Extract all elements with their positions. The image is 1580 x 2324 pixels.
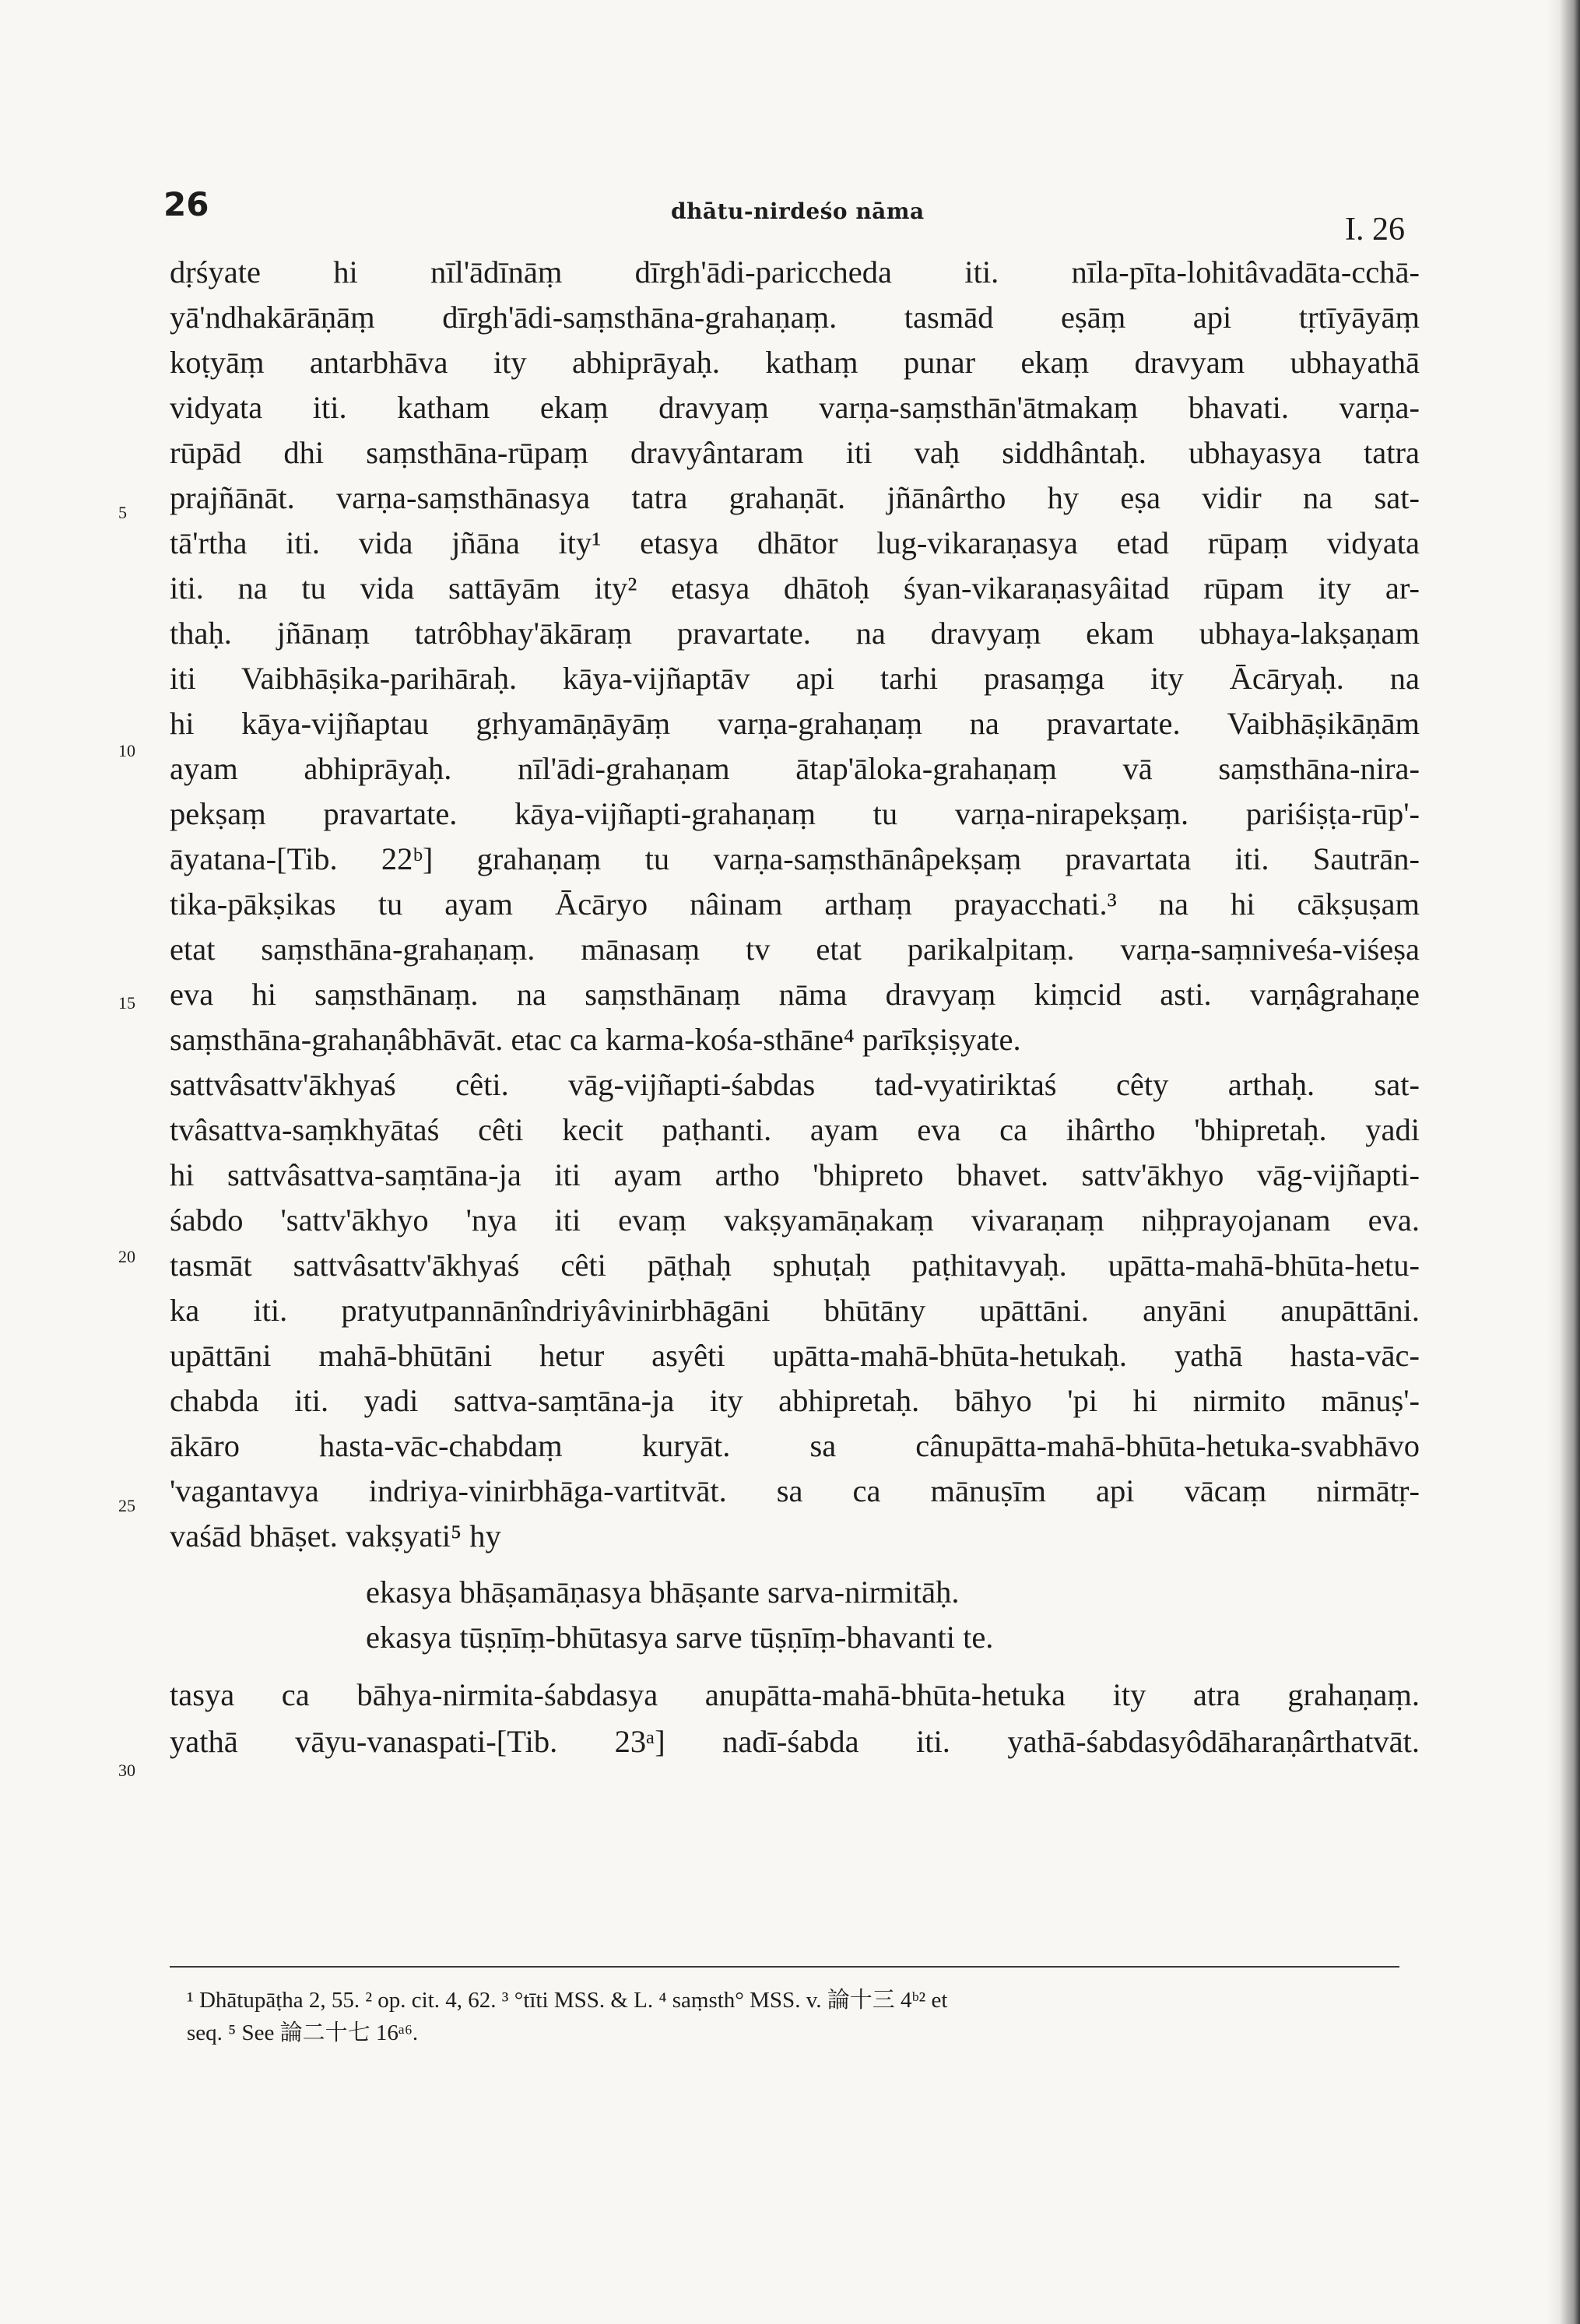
- text-line: thaḥ. jñānaṃ tatrôbhay'ākāraṃ pravartate. na dravyaṃ ekam ubhaya-lakṣaṇam: [170, 616, 1420, 651]
- line-number: 25: [118, 1496, 135, 1515]
- text-line: tasya ca bāhya-nirmita-śabdasya anupātta-mahā-bhūta-hetuka ity atra grahaṇaṃ.: [170, 1677, 1420, 1712]
- text-line: iti Vaibhāṣika-parihāraḥ. kāya-vijñaptāv api tarhi prasaṃga ity Ācāryaḥ. na: [170, 661, 1420, 696]
- text-line: tika-pākṣikas tu ayam Ācāryo nâinam arthaṃ prayacchati.³ na hi cākṣuṣam: [170, 886, 1420, 922]
- text-line: śabdo 'sattv'ākhyo 'nya iti evaṃ vakṣyamāṇakaṃ vivaraṇaṃ niḥprayojanam eva.: [170, 1202, 1420, 1237]
- text-line: pekṣaṃ pravartate. kāya-vijñapti-grahaṇaṃ tu varṇa-nirapekṣaṃ. pariśiṣṭa-rūp'-: [170, 796, 1420, 831]
- footnote-line: ¹ Dhātupāṭha 2, 55. ² op. cit. 4, 62. ³ °tīti MSS. & L. ⁴ saṃsth° MSS. v. 論十三 4ᵇ² et: [187, 1988, 948, 2013]
- text-line: tā'rtha iti. vida jñāna ity¹ etasya dhātor lug-vikaraṇasya etad rūpaṃ vidyata: [170, 525, 1420, 560]
- text-line: 'vagantavya indriya-vinirbhāga-vartitvāt. sa ca mānuṣīm api vācaṃ nirmātṛ-: [170, 1473, 1420, 1508]
- page-number: 26: [163, 185, 209, 223]
- text-line: rūpād dhi saṃsthāna-rūpaṃ dravyântaram iti vaḥ siddhântaḥ. ubhayasya tatra: [170, 435, 1420, 470]
- text-line: dṛśyate hi nīl'ādīnāṃ dīrgh'ādi-pariccheda iti. nīla-pīta-lohitâvadāta-cchā-: [170, 255, 1420, 290]
- text-line: iti. na tu vida sattāyām ity² etasya dhātoḥ śyan-vikaraṇasyâitad rūpam ity ar-: [170, 570, 1420, 606]
- line-number: 5: [118, 503, 127, 522]
- text-line: upāttāni mahā-bhūtāni hetur asyêti upātta-mahā-bhūta-hetukaḥ. yathā hasta-vāc-: [170, 1338, 1420, 1373]
- verse-line: ekasya tūṣṇīṃ-bhūtasya sarve tūṣṇīṃ-bhavanti te.: [366, 1620, 994, 1655]
- text-line: koṭyāṃ antarbhāva ity abhiprāyaḥ. kathaṃ punar ekaṃ dravyam ubhayathā: [170, 345, 1420, 380]
- line-number: 15: [118, 993, 135, 1013]
- footnote-line: seq. ⁵ See 論二十七 16ᵃ⁶.: [187, 2020, 419, 2045]
- text-line: etat saṃsthāna-grahaṇaṃ. mānasaṃ tv etat parikalpitaṃ. varṇa-saṃniveśa-viśeṣa: [170, 932, 1420, 967]
- running-title: dhātu-nirdeśo nāma: [671, 198, 925, 224]
- text-line: vaśād bhāṣet. vakṣyati⁵ hy: [170, 1518, 501, 1553]
- text-line: tasmāt sattvâsattv'ākhyaś cêti pāṭhaḥ sphuṭaḥ paṭhitavyaḥ. upātta-mahā-bhūta-hetu-: [170, 1248, 1420, 1283]
- text-line: tvâsattva-saṃkhyātaś cêti kecit paṭhanti. ayam eva ca ihârtho 'bhipretaḥ. yadi: [170, 1112, 1420, 1147]
- text-line: ayam abhiprāyaḥ. nīl'ādi-grahaṇam ātap'āloka-grahaṇaṃ vā saṃsthāna-nira-: [170, 751, 1420, 786]
- line-number: 20: [118, 1247, 135, 1266]
- footnote-rule: [170, 1966, 1399, 1968]
- text-line: āyatana-[Tib. 22ᵇ] grahaṇaṃ tu varṇa-saṃsthānâpekṣaṃ pravartata iti. Sautrān-: [170, 841, 1420, 876]
- text-line: sattvâsattv'ākhyaś cêti. vāg-vijñapti-śabdas tad-vyatiriktaś cêty arthaḥ. sat-: [170, 1067, 1420, 1102]
- verse-line: ekasya bhāṣamāṇasya bhāṣante sarva-nirmitāḥ.: [366, 1574, 960, 1610]
- text-line: eva hi saṃsthānaṃ. na saṃsthānaṃ nāma dravyaṃ kiṃcid asti. varṇâgrahaṇe: [170, 977, 1420, 1012]
- line-number: 30: [118, 1761, 135, 1780]
- text-line: hi sattvâsattva-saṃtāna-ja iti ayam artho 'bhipreto bhavet. sattv'ākhyo vāg-vijñapti-: [170, 1157, 1420, 1192]
- text-line: yā'ndhakārāṇāṃ dīrgh'ādi-saṃsthāna-grahaṇaṃ. tasmād eṣāṃ api tṛtīyāyāṃ: [170, 300, 1420, 335]
- section-reference: I. 26: [1345, 212, 1405, 247]
- text-line: vidyata iti. katham ekaṃ dravyaṃ varṇa-saṃsthān'ātmakaṃ bhavati. varṇa-: [170, 390, 1420, 425]
- line-number: 10: [118, 741, 135, 760]
- text-line: prajñānāt. varṇa-saṃsthānasya tatra grahaṇāt. jñānârtho hy eṣa vidir na sat-: [170, 480, 1420, 515]
- text-line: yathā vāyu-vanaspati-[Tib. 23ᵃ] nadī-śabda iti. yathā-śabdasyôdāharaṇârthatvāt.: [170, 1724, 1420, 1759]
- text-line: saṃsthāna-grahaṇâbhāvāt. etac ca karma-kośa-sthāne⁴ parīkṣiṣyate.: [170, 1022, 1021, 1057]
- text-line: chabda iti. yadi sattva-saṃtāna-ja ity abhipretaḥ. bāhyo 'pi hi nirmito mānuṣ'-: [170, 1383, 1420, 1418]
- text-line: hi kāya-vijñaptau gṛhyamāṇāyāṃ varṇa-grahaṇaṃ na pravartate. Vaibhāṣikāṇām: [170, 706, 1420, 741]
- text-line: ka iti. pratyutpannānîndriyâvinirbhāgāni bhūtāny upāttāni. anyāni anupāttāni.: [170, 1293, 1420, 1328]
- text-line: ākāro hasta-vāc-chabdaṃ kuryāt. sa cânupātta-mahā-bhūta-hetuka-svabhāvo: [170, 1428, 1420, 1463]
